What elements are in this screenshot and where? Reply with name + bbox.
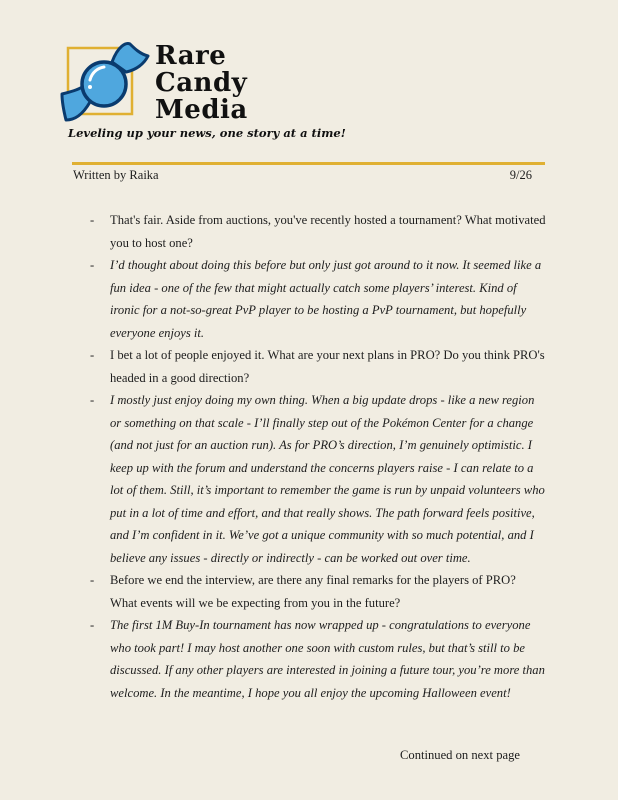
author-byline: Written by Raika [73,168,159,182]
candy-icon [60,40,160,130]
brand-line: Media [155,95,248,125]
answer-text: The first 1M Buy-In tournament has now wrapped up - congratulations to everyone who took part! I may host another one soon with custom rules, but that’s still to be discussed. If any other players are interested in joining a future tour, you’re more than welcome. In the meantime, I hope you all enjoy the upcoming Halloween event! [110,618,545,700]
interview-answer [90,389,546,569]
page-number: 9/26 [509,168,532,182]
brand-line: Candy [155,68,248,98]
list-dash: - [90,618,95,632]
rare-candy-media-logo [60,40,360,145]
interview-question [90,569,546,614]
question-text: Before we end the interview, are there any final remarks for the players of PRO? What events will we be expecting from you in the future? [110,573,516,610]
list-dash: - [90,258,95,272]
interview-list [90,209,546,704]
interview-question [90,209,546,254]
list-dash: - [90,213,95,227]
brand-line: Rare [155,41,227,71]
list-dash: - [90,393,95,407]
interview-question [90,344,546,389]
answer-text: I’d thought about doing this before but only just got around to it now. It seemed like a fun idea - one of the few that might actually catch some players’ interest. Kind of ironic for a not-so-great PvP player to be hosting a PvP tournament, but hopefully everyone enjoys it. [110,258,542,340]
list-dash: - [90,348,95,362]
brand-name [155,43,248,124]
answer-text: I mostly just enjoy doing my own thing. When a big update drops - like a new region or something on that scale - I’ll finally step out of the Pokémon Center for a change (and not just for an auction run). As for PRO’s direction, I’m genuinely optimistic. I keep up with the forum and understand the concerns players raise - I can relate to a lot of them. Still, it’s important to remember the game is run by unpaid volunteers who put in a lot of time and effort, and that really shows. The path forward feels positive, and I’m confident in it. We’ve got a unique community with so much potential, and I believe any issues - directly or indirectly - can be worked out over time. [110,393,545,565]
continued-note: Continued on next page [400,748,520,762]
header-divider [72,162,545,165]
interview-answer [90,614,546,704]
tagline: Leveling up your news, one story at a time! [68,126,346,140]
list-dash: - [90,573,95,587]
interview-answer [90,254,546,344]
question-text: That's fair. Aside from auctions, you've recently hosted a tournament? What motivated you to host one? [110,213,546,250]
question-text: I bet a lot of people enjoyed it. What are your next plans in PRO? Do you think PRO's headed in a good direction? [110,348,545,385]
